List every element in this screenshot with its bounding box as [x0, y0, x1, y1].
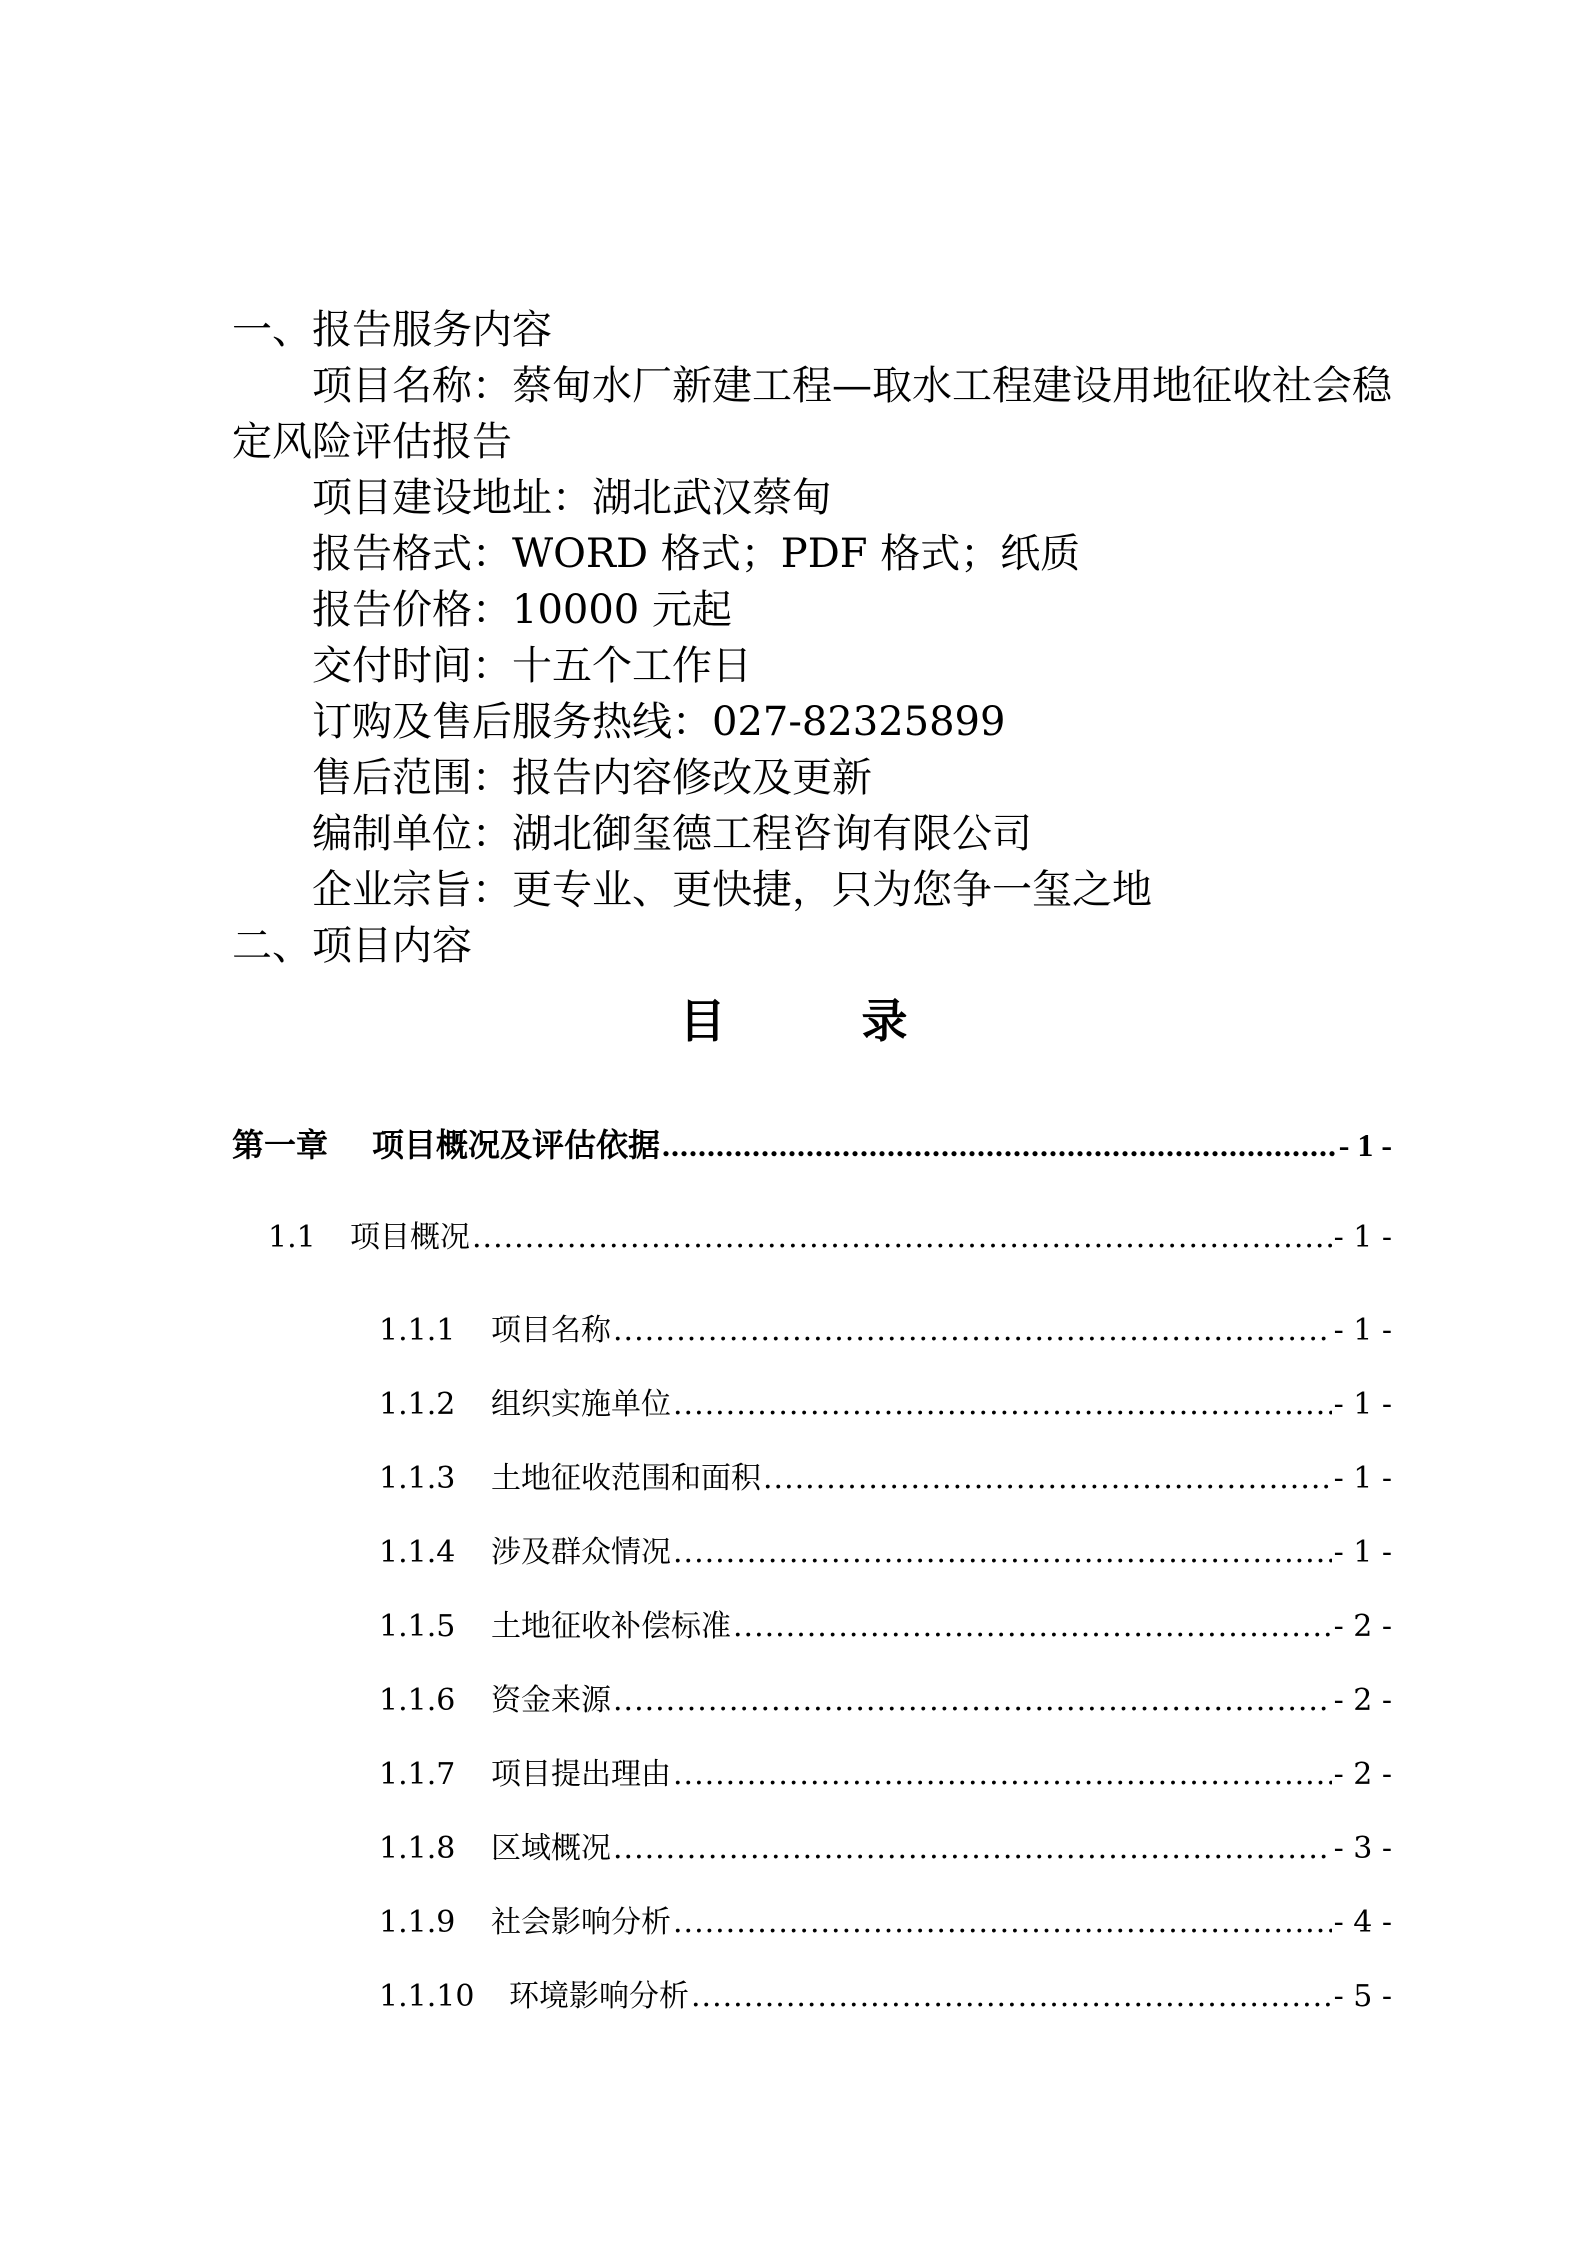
aftersale-line	[232, 750, 1392, 806]
toc-text: 土地征收范围和面积	[491, 1461, 761, 1496]
toc-text: 环境影响分析	[509, 1979, 689, 2014]
aftersale-value: 报告内容修改及更新	[512, 755, 872, 801]
toc-leader	[673, 1905, 1332, 1940]
toc-item[interactable]	[379, 1897, 1392, 1941]
hotline-value: 027-82325899	[712, 699, 1006, 745]
toc-page: - 2 -	[1333, 1757, 1392, 1792]
section-heading-2: 二、项目内容	[232, 923, 472, 969]
toc-section-1-1[interactable]	[268, 1212, 1392, 1256]
toc-text: 项目名称	[491, 1313, 611, 1348]
toc-text: 社会影响分析	[491, 1905, 671, 1940]
toc-page: - 1 -	[1333, 1220, 1392, 1255]
toc-number: 1.1.8	[379, 1831, 456, 1866]
toc-leader	[613, 1831, 1332, 1866]
toc-text: 资金来源	[491, 1683, 611, 1718]
toc-page: - 1 -	[1333, 1461, 1392, 1496]
toc-page: - 1 -	[1333, 1387, 1392, 1422]
toc-number: 1.1.7	[379, 1757, 456, 1792]
toc-leader	[691, 1979, 1332, 2014]
toc-text: 项目概况	[350, 1220, 470, 1255]
price-label: 报告价格：	[312, 587, 512, 633]
service-intro	[232, 302, 1392, 974]
toc-page: - 4 -	[1333, 1905, 1392, 1940]
toc-item[interactable]	[379, 1453, 1392, 1497]
toc-leader	[472, 1220, 1332, 1255]
project-name-value: 蔡甸水厂新建工程—取水工程建设用地征收社会稳定风险评估报告	[232, 363, 1392, 465]
hotline-line	[232, 694, 1392, 750]
toc-number: 1.1.3	[379, 1461, 456, 1496]
toc-number: 1.1.1	[379, 1313, 456, 1348]
toc-item[interactable]	[379, 1675, 1392, 1719]
toc-chapter-1[interactable]	[232, 1120, 1392, 1164]
company-value: 湖北御玺德工程咨询有限公司	[512, 811, 1032, 857]
format-line	[232, 526, 1392, 582]
project-name-label: 项目名称：	[312, 363, 512, 409]
toc-item[interactable]	[379, 1379, 1392, 1423]
address-line	[232, 470, 1392, 526]
price-line	[232, 582, 1392, 638]
toc-title: 目 录	[679, 994, 968, 1048]
toc-leader	[673, 1535, 1332, 1570]
price-value: 10000 元起	[512, 587, 732, 633]
toc-leader	[673, 1387, 1332, 1422]
toc-text: 项目概况及评估依据	[372, 1127, 661, 1163]
toc-leader	[613, 1313, 1332, 1348]
toc-page: - 2 -	[1333, 1683, 1392, 1718]
address-label: 项目建设地址：	[312, 475, 592, 521]
purpose-line	[232, 862, 1392, 918]
toc-item[interactable]	[379, 1601, 1392, 1645]
toc-number: 1.1.2	[379, 1387, 456, 1422]
toc-number: 第一章	[232, 1127, 329, 1163]
address-value: 湖北武汉蔡甸	[592, 475, 832, 521]
purpose-value: 更专业、更快捷，只为您争一玺之地	[512, 867, 1152, 913]
format-label: 报告格式：	[312, 531, 512, 577]
hotline-label: 订购及售后服务热线：	[312, 699, 712, 745]
toc-page: - 1 -	[1333, 1535, 1392, 1570]
toc-number: 1.1.4	[379, 1535, 456, 1570]
toc-page: - 2 -	[1333, 1609, 1392, 1644]
toc-page: - 5 -	[1333, 1979, 1392, 2014]
toc-text: 涉及群众情况	[491, 1535, 671, 1570]
toc-number: 1.1	[268, 1220, 316, 1255]
toc-page: - 1 -	[1333, 1313, 1392, 1348]
toc-item[interactable]	[379, 1971, 1392, 2015]
toc-leader	[763, 1461, 1332, 1496]
toc-page: - 3 -	[1333, 1831, 1392, 1866]
toc-item[interactable]	[379, 1527, 1392, 1571]
company-label: 编制单位：	[312, 811, 512, 857]
aftersale-label: 售后范围：	[312, 755, 512, 801]
toc-text: 项目提出理由	[491, 1757, 671, 1792]
toc-text: 区域概况	[491, 1831, 611, 1866]
toc-leader	[613, 1683, 1332, 1718]
toc-number: 1.1.9	[379, 1905, 456, 1940]
toc-leader	[673, 1757, 1332, 1792]
delivery-label: 交付时间：	[312, 643, 512, 689]
toc-number: 1.1.5	[379, 1609, 456, 1644]
toc-leader	[733, 1609, 1332, 1644]
format-value: WORD 格式；PDF 格式；纸质	[512, 531, 1081, 577]
delivery-value: 十五个工作日	[512, 643, 752, 689]
section-heading-1: 一、报告服务内容	[232, 307, 552, 353]
purpose-label: 企业宗旨：	[312, 867, 512, 913]
project-name-line	[232, 358, 1392, 470]
toc-item[interactable]	[379, 1823, 1392, 1867]
toc-leader	[662, 1127, 1337, 1164]
toc-item[interactable]	[379, 1749, 1392, 1793]
toc-item[interactable]	[379, 1305, 1392, 1349]
company-line	[232, 806, 1392, 862]
toc-number: 1.1.10	[379, 1979, 475, 2014]
toc-page: - 1 -	[1338, 1127, 1392, 1163]
delivery-line	[232, 638, 1392, 694]
toc-text: 土地征收补偿标准	[491, 1609, 731, 1644]
toc-number: 1.1.6	[379, 1683, 456, 1718]
toc-text: 组织实施单位	[491, 1387, 671, 1422]
